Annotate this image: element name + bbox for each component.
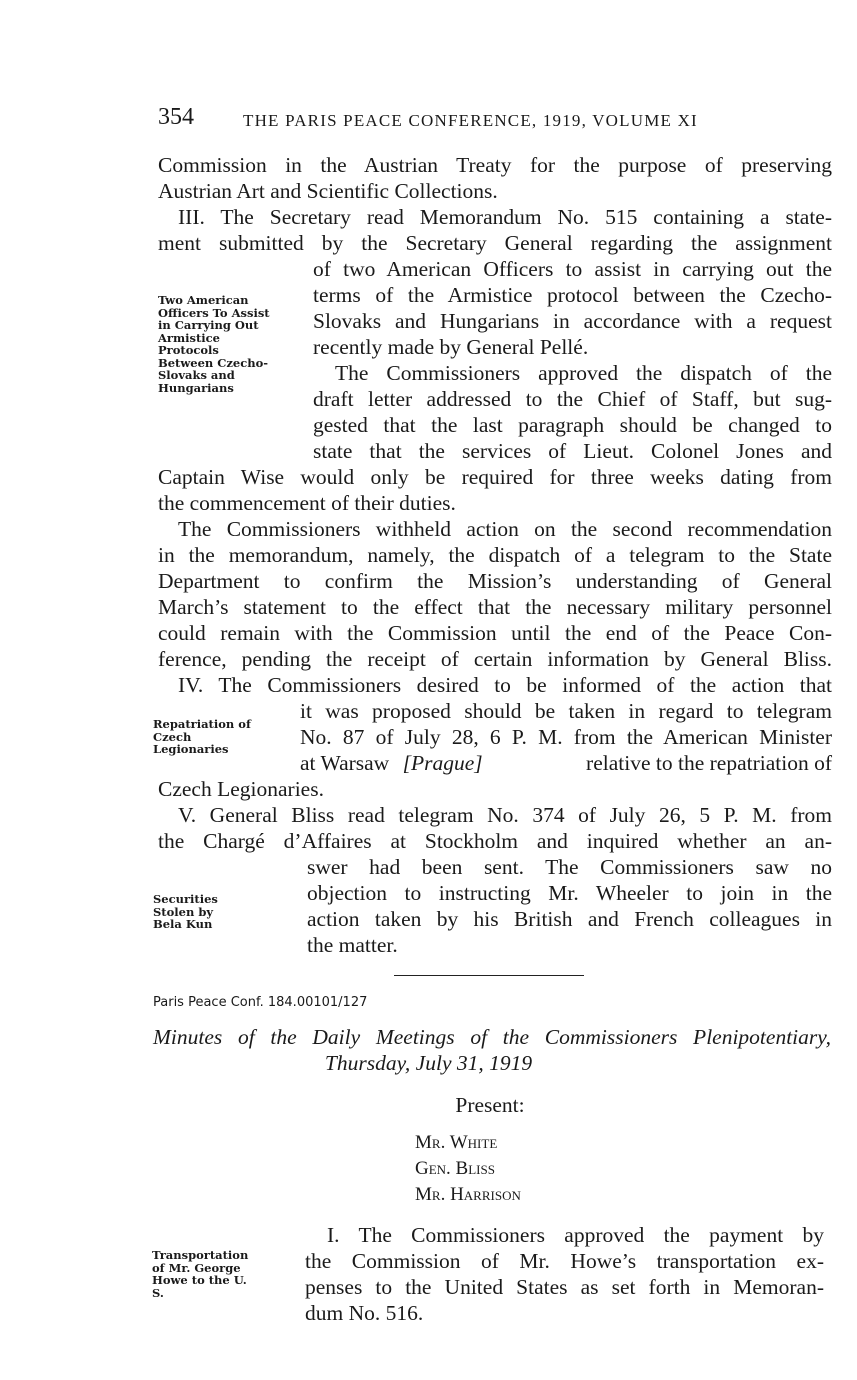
body-line: in the memorandum, namely, the dispatch of a telegram to the State <box>158 543 832 567</box>
body-line: V. General Bliss read telegram No. 374 of July 26, 5 P. M. from <box>178 803 832 827</box>
side-note-transportation: Transportation of Mr. George Howe to the U. S. <box>152 1248 249 1300</box>
body-text: [Prague] <box>402 751 483 775</box>
body-line: Commission in the Austrian Treaty for the purpose of preserving <box>158 153 832 177</box>
body-line <box>300 750 483 776</box>
body-line: The Commissioners withheld action on the second recommendation <box>178 517 832 541</box>
section-divider <box>394 975 584 976</box>
body-line: the matter. <box>307 933 398 957</box>
minutes-item-line: penses to the United States as set forth in Memoran- <box>305 1275 824 1299</box>
minutes-item-line: I. The Commissioners approved the payment by <box>327 1223 824 1247</box>
body-line: the commencement of their duties. <box>158 491 456 515</box>
body-line: Slovaks and Hungarians in accordance with a request <box>313 309 832 333</box>
body-line: Czech Legionaries. <box>158 777 324 801</box>
body-line: of two American Officers to assist in carrying out the <box>313 257 832 281</box>
minutes-title-line2: Thursday, July 31, 1919 <box>324 1051 533 1075</box>
attendee: Mr. Harrison <box>415 1184 521 1205</box>
body-line: III. The Secretary read Memorandum No. 515 containing a state- <box>178 205 832 229</box>
minutes-item-line: dum No. 516. <box>305 1301 424 1325</box>
body-line: objection to instructing Mr. Wheeler to join in the <box>307 881 832 905</box>
attendee: Gen. Bliss <box>415 1158 495 1179</box>
body-line: the Chargé d’Affaires at Stockholm and inquired whether an an- <box>158 829 832 853</box>
body-line: Austrian Art and Scientific Collections. <box>158 179 498 203</box>
running-title: THE PARIS PEACE CONFERENCE, 1919, VOLUME XI <box>243 111 698 130</box>
side-note-officers: Two American Officers To Assist in Carrying Out Armistice Protocols Between Czecho-Slovaks and Hungarians <box>158 293 270 395</box>
body-line: The Commissioners approved the dispatch of the <box>335 361 832 385</box>
page-number: 354 <box>158 104 194 130</box>
body-line: terms of the Armistice protocol between the Czecho- <box>313 283 832 307</box>
body-text: at Warsaw <box>300 751 390 775</box>
body-line: Captain Wise would only be required for three weeks dating from <box>158 465 832 489</box>
attendee: Mr. White <box>415 1132 498 1153</box>
body-line: relative to the repatriation of <box>586 751 832 775</box>
body-line: Department to confirm the Mission’s understanding of General <box>158 569 832 593</box>
side-note-securities: Securities Stolen by Bela Kun <box>153 892 218 931</box>
body-line: IV. The Commissioners desired to be informed of the action that <box>178 673 832 697</box>
body-line: March’s statement to the effect that the necessary military personnel <box>158 595 832 619</box>
body-line: swer had been sent. The Commissioners saw no <box>307 855 832 879</box>
body-line: recently made by General Pellé. <box>313 335 589 359</box>
present-label: Present: <box>455 1093 525 1117</box>
body-line: could remain with the Commission until the end of the Peace Con- <box>158 621 832 645</box>
archive-reference: Paris Peace Conf. 184.00101/127 <box>153 995 368 1010</box>
body-line: state that the services of Lieut. Colonel Jones and <box>313 439 832 463</box>
body-line: ference, pending the receipt of certain information by General Bliss. <box>158 647 832 671</box>
body-line: it was proposed should be taken in regard to telegram <box>300 699 832 723</box>
minutes-item-line: the Commission of Mr. Howe’s transportation ex- <box>305 1249 824 1273</box>
minutes-title-line1: Minutes of the Daily Meetings of the Commissioners Plenipotentiary, <box>153 1025 831 1049</box>
body-line: No. 87 of July 28, 6 P. M. from the American Minister <box>300 725 832 749</box>
body-line: gested that the last paragraph should be changed to <box>313 413 832 437</box>
body-line: action taken by his British and French colleagues in <box>307 907 832 931</box>
body-line: draft letter addressed to the Chief of Staff, but sug- <box>313 387 832 411</box>
body-line: ment submitted by the Secretary General regarding the assignment <box>158 231 832 255</box>
side-note-repatriation: Repatriation of Czech Legionaries <box>153 717 251 756</box>
